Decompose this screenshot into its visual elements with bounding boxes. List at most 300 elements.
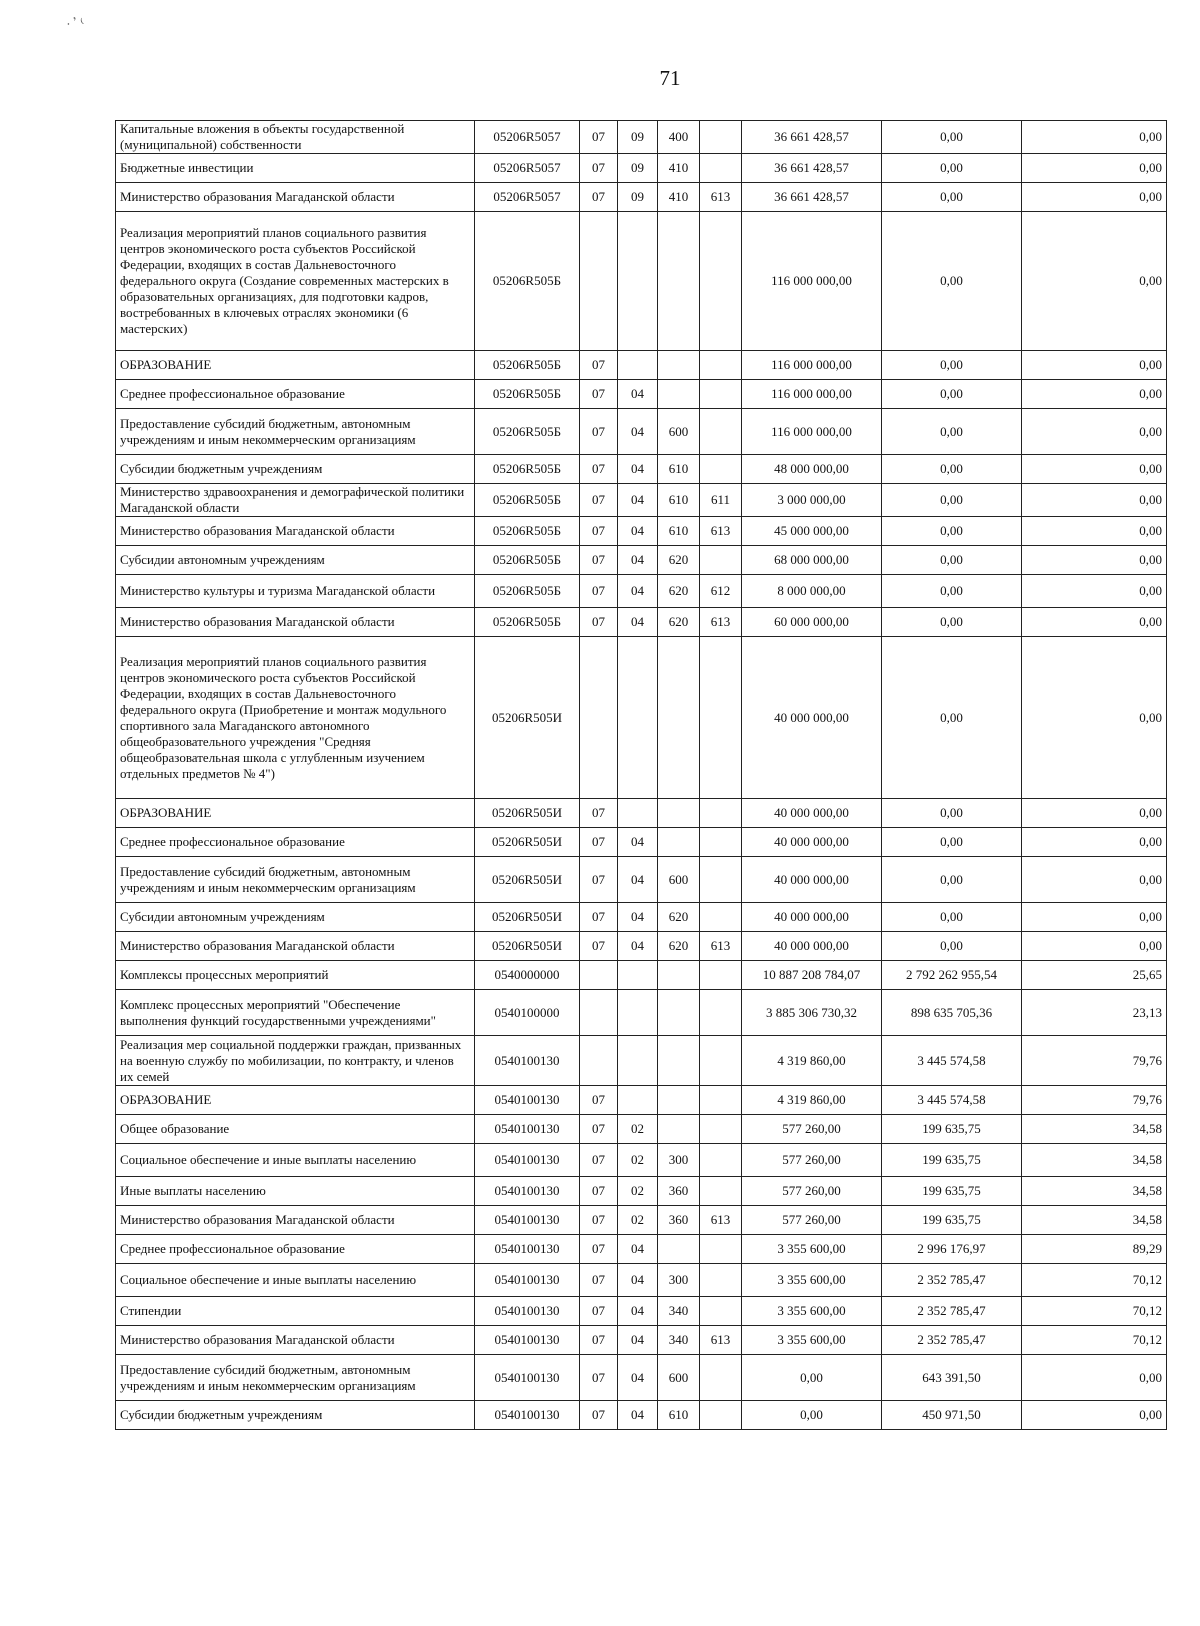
planned-amount: 116 000 000,00 xyxy=(742,409,882,455)
table-row xyxy=(116,183,1167,212)
budget-table xyxy=(115,120,1167,1430)
planned-amount: 40 000 000,00 xyxy=(742,828,882,857)
section-code: 07 xyxy=(580,455,618,484)
planned-amount: 0,00 xyxy=(742,1355,882,1401)
item-name: Министерство образования Магаданской области xyxy=(116,183,475,212)
administrator-code xyxy=(700,828,742,857)
expense-type-code xyxy=(658,828,700,857)
expense-type-code xyxy=(658,1115,700,1144)
target-code: 05206R505Б xyxy=(475,351,580,380)
expense-type-code: 410 xyxy=(658,183,700,212)
administrator-code xyxy=(700,455,742,484)
section-code xyxy=(580,637,618,799)
table-row xyxy=(116,608,1167,637)
execution-percent: 0,00 xyxy=(1022,575,1167,608)
actual-amount: 199 635,75 xyxy=(882,1206,1022,1235)
execution-percent: 0,00 xyxy=(1022,857,1167,903)
target-code: 0540100130 xyxy=(475,1326,580,1355)
actual-amount: 0,00 xyxy=(882,517,1022,546)
planned-amount: 3 355 600,00 xyxy=(742,1326,882,1355)
administrator-code xyxy=(700,1297,742,1326)
administrator-code xyxy=(700,1355,742,1401)
expense-type-code: 610 xyxy=(658,517,700,546)
administrator-code xyxy=(700,409,742,455)
expense-type-code xyxy=(658,1086,700,1115)
item-name: Предоставление субсидий бюджетным, автономным учреждениям и иным некоммерческим организациям xyxy=(116,1355,475,1401)
table-row xyxy=(116,546,1167,575)
section-code xyxy=(580,212,618,351)
administrator-code xyxy=(700,799,742,828)
execution-percent: 0,00 xyxy=(1022,484,1167,517)
table-row xyxy=(116,1177,1167,1206)
planned-amount: 8 000 000,00 xyxy=(742,575,882,608)
subsection-code: 09 xyxy=(618,121,658,154)
actual-amount: 0,00 xyxy=(882,857,1022,903)
item-name: Реализация мероприятий планов социального развития центров экономического роста субъектов Российской Федерации, входящих в состав Дальневосточного федерального округа (Создание современных мастерских в образовательных организациях, для подготовки кадров, востребованных в ключевых отраслях экономики (6 мастерских) xyxy=(116,212,475,351)
target-code: 0540100130 xyxy=(475,1177,580,1206)
expense-type-code xyxy=(658,990,700,1036)
subsection-code: 04 xyxy=(618,932,658,961)
actual-amount: 199 635,75 xyxy=(882,1144,1022,1177)
administrator-code xyxy=(700,546,742,575)
table-row xyxy=(116,1297,1167,1326)
subsection-code: 04 xyxy=(618,608,658,637)
target-code: 05206R505И xyxy=(475,903,580,932)
target-code: 05206R505И xyxy=(475,799,580,828)
expense-type-code: 600 xyxy=(658,857,700,903)
planned-amount: 0,00 xyxy=(742,1401,882,1430)
actual-amount: 450 971,50 xyxy=(882,1401,1022,1430)
planned-amount: 45 000 000,00 xyxy=(742,517,882,546)
expense-type-code: 620 xyxy=(658,903,700,932)
planned-amount: 40 000 000,00 xyxy=(742,903,882,932)
administrator-code xyxy=(700,351,742,380)
item-name: ОБРАЗОВАНИЕ xyxy=(116,351,475,380)
execution-percent: 23,13 xyxy=(1022,990,1167,1036)
table-row xyxy=(116,121,1167,154)
actual-amount: 0,00 xyxy=(882,903,1022,932)
planned-amount: 36 661 428,57 xyxy=(742,121,882,154)
administrator-code xyxy=(700,1115,742,1144)
execution-percent: 0,00 xyxy=(1022,154,1167,183)
administrator-code xyxy=(700,903,742,932)
subsection-code: 09 xyxy=(618,183,658,212)
administrator-code xyxy=(700,212,742,351)
subsection-code xyxy=(618,212,658,351)
target-code: 05206R5057 xyxy=(475,183,580,212)
actual-amount: 898 635 705,36 xyxy=(882,990,1022,1036)
section-code: 07 xyxy=(580,1401,618,1430)
table-row xyxy=(116,409,1167,455)
section-code: 07 xyxy=(580,183,618,212)
section-code: 07 xyxy=(580,1264,618,1297)
subsection-code: 04 xyxy=(618,546,658,575)
expense-type-code: 360 xyxy=(658,1206,700,1235)
actual-amount: 0,00 xyxy=(882,455,1022,484)
subsection-code: 09 xyxy=(618,154,658,183)
execution-percent: 0,00 xyxy=(1022,546,1167,575)
actual-amount: 0,00 xyxy=(882,154,1022,183)
item-name: Министерство культуры и туризма Магаданской области xyxy=(116,575,475,608)
execution-percent: 79,76 xyxy=(1022,1036,1167,1086)
execution-percent: 0,00 xyxy=(1022,121,1167,154)
target-code: 0540100130 xyxy=(475,1206,580,1235)
table-row xyxy=(116,1401,1167,1430)
item-name: Министерство образования Магаданской области xyxy=(116,517,475,546)
target-code: 0540100130 xyxy=(475,1036,580,1086)
target-code: 0540100130 xyxy=(475,1144,580,1177)
administrator-code xyxy=(700,1144,742,1177)
expense-type-code xyxy=(658,212,700,351)
actual-amount: 0,00 xyxy=(882,183,1022,212)
item-name: Предоставление субсидий бюджетным, автономным учреждениям и иным некоммерческим организациям xyxy=(116,857,475,903)
execution-percent: 0,00 xyxy=(1022,1355,1167,1401)
section-code: 07 xyxy=(580,1206,618,1235)
table-row xyxy=(116,857,1167,903)
target-code: 05206R5057 xyxy=(475,121,580,154)
item-name: Реализация мероприятий планов социального развития центров экономического роста субъектов Российской Федерации, входящих в состав Дальневосточного федерального округа (Приобретение и монтаж модульного спортивного зала Магаданского автономного общеобразовательного учреждения "Средняя общеобразовательная школа с углубленным изучением отдельных предметов № 4") xyxy=(116,637,475,799)
target-code: 0540100130 xyxy=(475,1401,580,1430)
expense-type-code: 300 xyxy=(658,1264,700,1297)
table-row xyxy=(116,932,1167,961)
item-name: Министерство образования Магаданской области xyxy=(116,1326,475,1355)
subsection-code: 04 xyxy=(618,409,658,455)
section-code: 07 xyxy=(580,409,618,455)
execution-percent: 79,76 xyxy=(1022,1086,1167,1115)
administrator-code xyxy=(700,857,742,903)
target-code: 05206R505Б xyxy=(475,575,580,608)
target-code: 05206R5057 xyxy=(475,154,580,183)
subsection-code: 02 xyxy=(618,1177,658,1206)
execution-percent: 70,12 xyxy=(1022,1297,1167,1326)
administrator-code: 613 xyxy=(700,517,742,546)
execution-percent: 0,00 xyxy=(1022,799,1167,828)
target-code: 05206R505Б xyxy=(475,546,580,575)
target-code: 0540000000 xyxy=(475,961,580,990)
target-code: 0540100130 xyxy=(475,1115,580,1144)
administrator-code xyxy=(700,1235,742,1264)
planned-amount: 116 000 000,00 xyxy=(742,380,882,409)
section-code: 07 xyxy=(580,484,618,517)
execution-percent: 34,58 xyxy=(1022,1144,1167,1177)
target-code: 05206R505И xyxy=(475,828,580,857)
item-name: ОБРАЗОВАНИЕ xyxy=(116,799,475,828)
actual-amount: 199 635,75 xyxy=(882,1115,1022,1144)
execution-percent: 0,00 xyxy=(1022,932,1167,961)
section-code: 07 xyxy=(580,932,618,961)
planned-amount: 40 000 000,00 xyxy=(742,932,882,961)
item-name: Комплексы процессных мероприятий xyxy=(116,961,475,990)
item-name: Министерство образования Магаданской области xyxy=(116,932,475,961)
actual-amount: 3 445 574,58 xyxy=(882,1036,1022,1086)
planned-amount: 577 260,00 xyxy=(742,1115,882,1144)
subsection-code: 04 xyxy=(618,1401,658,1430)
item-name: Социальное обеспечение и иные выплаты населению xyxy=(116,1144,475,1177)
subsection-code: 04 xyxy=(618,575,658,608)
subsection-code: 02 xyxy=(618,1115,658,1144)
item-name: Министерство образования Магаданской области xyxy=(116,608,475,637)
execution-percent: 0,00 xyxy=(1022,380,1167,409)
planned-amount: 577 260,00 xyxy=(742,1206,882,1235)
section-code: 07 xyxy=(580,1235,618,1264)
item-name: Социальное обеспечение и иные выплаты населению xyxy=(116,1264,475,1297)
table-row xyxy=(116,828,1167,857)
expense-type-code xyxy=(658,351,700,380)
execution-percent: 0,00 xyxy=(1022,455,1167,484)
subsection-code xyxy=(618,351,658,380)
expense-type-code: 300 xyxy=(658,1144,700,1177)
actual-amount: 0,00 xyxy=(882,828,1022,857)
execution-percent: 34,58 xyxy=(1022,1177,1167,1206)
planned-amount: 116 000 000,00 xyxy=(742,212,882,351)
actual-amount: 0,00 xyxy=(882,380,1022,409)
planned-amount: 48 000 000,00 xyxy=(742,455,882,484)
item-name: Субсидии бюджетным учреждениям xyxy=(116,1401,475,1430)
expense-type-code: 600 xyxy=(658,1355,700,1401)
subsection-code: 02 xyxy=(618,1206,658,1235)
expense-type-code xyxy=(658,961,700,990)
execution-percent: 0,00 xyxy=(1022,828,1167,857)
subsection-code: 04 xyxy=(618,1264,658,1297)
actual-amount: 0,00 xyxy=(882,121,1022,154)
expense-type-code xyxy=(658,799,700,828)
table-row xyxy=(116,484,1167,517)
section-code: 07 xyxy=(580,1115,618,1144)
table-row xyxy=(116,1235,1167,1264)
actual-amount: 2 352 785,47 xyxy=(882,1297,1022,1326)
subsection-code xyxy=(618,1036,658,1086)
administrator-code xyxy=(700,961,742,990)
section-code xyxy=(580,1036,618,1086)
table-row xyxy=(116,1086,1167,1115)
actual-amount: 643 391,50 xyxy=(882,1355,1022,1401)
expense-type-code: 610 xyxy=(658,1401,700,1430)
actual-amount: 2 352 785,47 xyxy=(882,1326,1022,1355)
subsection-code: 04 xyxy=(618,1355,658,1401)
section-code: 07 xyxy=(580,1355,618,1401)
expense-type-code xyxy=(658,1036,700,1086)
table-row xyxy=(116,799,1167,828)
expense-type-code: 620 xyxy=(658,932,700,961)
item-name: Комплекс процессных мероприятий "Обеспечение выполнения функций государственными учреждениями" xyxy=(116,990,475,1036)
item-name: Субсидии автономным учреждениям xyxy=(116,546,475,575)
section-code: 07 xyxy=(580,351,618,380)
page-number: 71 xyxy=(659,66,681,90)
planned-amount: 36 661 428,57 xyxy=(742,183,882,212)
table-row xyxy=(116,1264,1167,1297)
subsection-code: 04 xyxy=(618,1326,658,1355)
section-code xyxy=(580,990,618,1036)
item-name: Субсидии автономным учреждениям xyxy=(116,903,475,932)
actual-amount: 3 445 574,58 xyxy=(882,1086,1022,1115)
section-code: 07 xyxy=(580,1326,618,1355)
target-code: 0540100130 xyxy=(475,1264,580,1297)
subsection-code: 04 xyxy=(618,1297,658,1326)
subsection-code: 04 xyxy=(618,455,658,484)
execution-percent: 0,00 xyxy=(1022,212,1167,351)
table-row xyxy=(116,212,1167,351)
target-code: 05206R505Б xyxy=(475,409,580,455)
expense-type-code: 400 xyxy=(658,121,700,154)
subsection-code: 02 xyxy=(618,1144,658,1177)
administrator-code: 612 xyxy=(700,575,742,608)
subsection-code xyxy=(618,799,658,828)
administrator-code xyxy=(700,121,742,154)
section-code: 07 xyxy=(580,857,618,903)
actual-amount: 0,00 xyxy=(882,637,1022,799)
item-name: Общее образование xyxy=(116,1115,475,1144)
administrator-code xyxy=(700,1264,742,1297)
actual-amount: 0,00 xyxy=(882,546,1022,575)
administrator-code xyxy=(700,1401,742,1430)
administrator-code xyxy=(700,1177,742,1206)
table-row xyxy=(116,637,1167,799)
expense-type-code: 610 xyxy=(658,484,700,517)
expense-type-code xyxy=(658,380,700,409)
actual-amount: 2 996 176,97 xyxy=(882,1235,1022,1264)
actual-amount: 0,00 xyxy=(882,608,1022,637)
execution-percent: 0,00 xyxy=(1022,608,1167,637)
section-code: 07 xyxy=(580,1086,618,1115)
administrator-code xyxy=(700,1086,742,1115)
section-code: 07 xyxy=(580,1144,618,1177)
actual-amount: 0,00 xyxy=(882,799,1022,828)
actual-amount: 0,00 xyxy=(882,212,1022,351)
planned-amount: 60 000 000,00 xyxy=(742,608,882,637)
planned-amount: 116 000 000,00 xyxy=(742,351,882,380)
execution-percent: 70,12 xyxy=(1022,1326,1167,1355)
section-code: 07 xyxy=(580,903,618,932)
subsection-code: 04 xyxy=(618,828,658,857)
subsection-code: 04 xyxy=(618,1235,658,1264)
actual-amount: 0,00 xyxy=(882,575,1022,608)
target-code: 0540100000 xyxy=(475,990,580,1036)
section-code: 07 xyxy=(580,121,618,154)
target-code: 05206R505Б xyxy=(475,212,580,351)
section-code: 07 xyxy=(580,380,618,409)
target-code: 05206R505Б xyxy=(475,380,580,409)
table-row xyxy=(116,1144,1167,1177)
table-row xyxy=(116,1115,1167,1144)
actual-amount: 0,00 xyxy=(882,351,1022,380)
planned-amount: 4 319 860,00 xyxy=(742,1036,882,1086)
table-row xyxy=(116,351,1167,380)
administrator-code xyxy=(700,380,742,409)
execution-percent: 0,00 xyxy=(1022,1401,1167,1430)
item-name: Иные выплаты населению xyxy=(116,1177,475,1206)
target-code: 0540100130 xyxy=(475,1235,580,1264)
item-name: Бюджетные инвестиции xyxy=(116,154,475,183)
expense-type-code xyxy=(658,637,700,799)
planned-amount: 3 000 000,00 xyxy=(742,484,882,517)
administrator-code xyxy=(700,637,742,799)
subsection-code: 04 xyxy=(618,517,658,546)
item-name: Среднее профессиональное образование xyxy=(116,380,475,409)
subsection-code xyxy=(618,990,658,1036)
subsection-code: 04 xyxy=(618,903,658,932)
actual-amount: 2 352 785,47 xyxy=(882,1264,1022,1297)
actual-amount: 0,00 xyxy=(882,484,1022,517)
table-row xyxy=(116,517,1167,546)
section-code: 07 xyxy=(580,1177,618,1206)
execution-percent: 0,00 xyxy=(1022,517,1167,546)
subsection-code: 04 xyxy=(618,484,658,517)
planned-amount: 3 355 600,00 xyxy=(742,1264,882,1297)
execution-percent: 70,12 xyxy=(1022,1264,1167,1297)
expense-type-code: 620 xyxy=(658,575,700,608)
target-code: 05206R505И xyxy=(475,637,580,799)
item-name: Министерство здравоохранения и демографической политики Магаданской области xyxy=(116,484,475,517)
planned-amount: 68 000 000,00 xyxy=(742,546,882,575)
target-code: 0540100130 xyxy=(475,1355,580,1401)
table-row xyxy=(116,990,1167,1036)
section-code: 07 xyxy=(580,575,618,608)
planned-amount: 40 000 000,00 xyxy=(742,799,882,828)
target-code: 0540100130 xyxy=(475,1297,580,1326)
expense-type-code: 610 xyxy=(658,455,700,484)
target-code: 05206R505Б xyxy=(475,484,580,517)
administrator-code xyxy=(700,154,742,183)
item-name: Среднее профессиональное образование xyxy=(116,1235,475,1264)
planned-amount: 40 000 000,00 xyxy=(742,857,882,903)
actual-amount: 199 635,75 xyxy=(882,1177,1022,1206)
execution-percent: 25,65 xyxy=(1022,961,1167,990)
target-code: 05206R505Б xyxy=(475,517,580,546)
administrator-code xyxy=(700,1036,742,1086)
target-code: 05206R505Б xyxy=(475,608,580,637)
section-code: 07 xyxy=(580,546,618,575)
planned-amount: 3 355 600,00 xyxy=(742,1297,882,1326)
subsection-code xyxy=(618,961,658,990)
planned-amount: 3 885 306 730,32 xyxy=(742,990,882,1036)
section-code: 07 xyxy=(580,154,618,183)
table-row xyxy=(116,1326,1167,1355)
table-row xyxy=(116,575,1167,608)
planned-amount: 3 355 600,00 xyxy=(742,1235,882,1264)
section-code: 07 xyxy=(580,799,618,828)
target-code: 0540100130 xyxy=(475,1086,580,1115)
section-code: 07 xyxy=(580,608,618,637)
target-code: 05206R505Б xyxy=(475,455,580,484)
administrator-code: 613 xyxy=(700,1326,742,1355)
item-name: Стипендии xyxy=(116,1297,475,1326)
expense-type-code: 620 xyxy=(658,546,700,575)
actual-amount: 0,00 xyxy=(882,409,1022,455)
target-code: 05206R505И xyxy=(475,932,580,961)
item-name: Реализация мер социальной поддержки граждан, призванных на военную службу по мобилизации, по контракту, и членов их семей xyxy=(116,1036,475,1086)
execution-percent: 34,58 xyxy=(1022,1206,1167,1235)
execution-percent: 34,58 xyxy=(1022,1115,1167,1144)
administrator-code xyxy=(700,990,742,1036)
table-row xyxy=(116,903,1167,932)
item-name: ОБРАЗОВАНИЕ xyxy=(116,1086,475,1115)
expense-type-code: 410 xyxy=(658,154,700,183)
expense-type-code: 340 xyxy=(658,1326,700,1355)
table-row xyxy=(116,1206,1167,1235)
execution-percent: 0,00 xyxy=(1022,183,1167,212)
execution-percent: 0,00 xyxy=(1022,409,1167,455)
expense-type-code xyxy=(658,1235,700,1264)
section-code: 07 xyxy=(580,828,618,857)
execution-percent: 89,29 xyxy=(1022,1235,1167,1264)
execution-percent: 0,00 xyxy=(1022,351,1167,380)
administrator-code: 613 xyxy=(700,183,742,212)
subsection-code: 04 xyxy=(618,857,658,903)
expense-type-code: 600 xyxy=(658,409,700,455)
expense-type-code: 340 xyxy=(658,1297,700,1326)
table-row xyxy=(116,961,1167,990)
subsection-code xyxy=(618,637,658,799)
